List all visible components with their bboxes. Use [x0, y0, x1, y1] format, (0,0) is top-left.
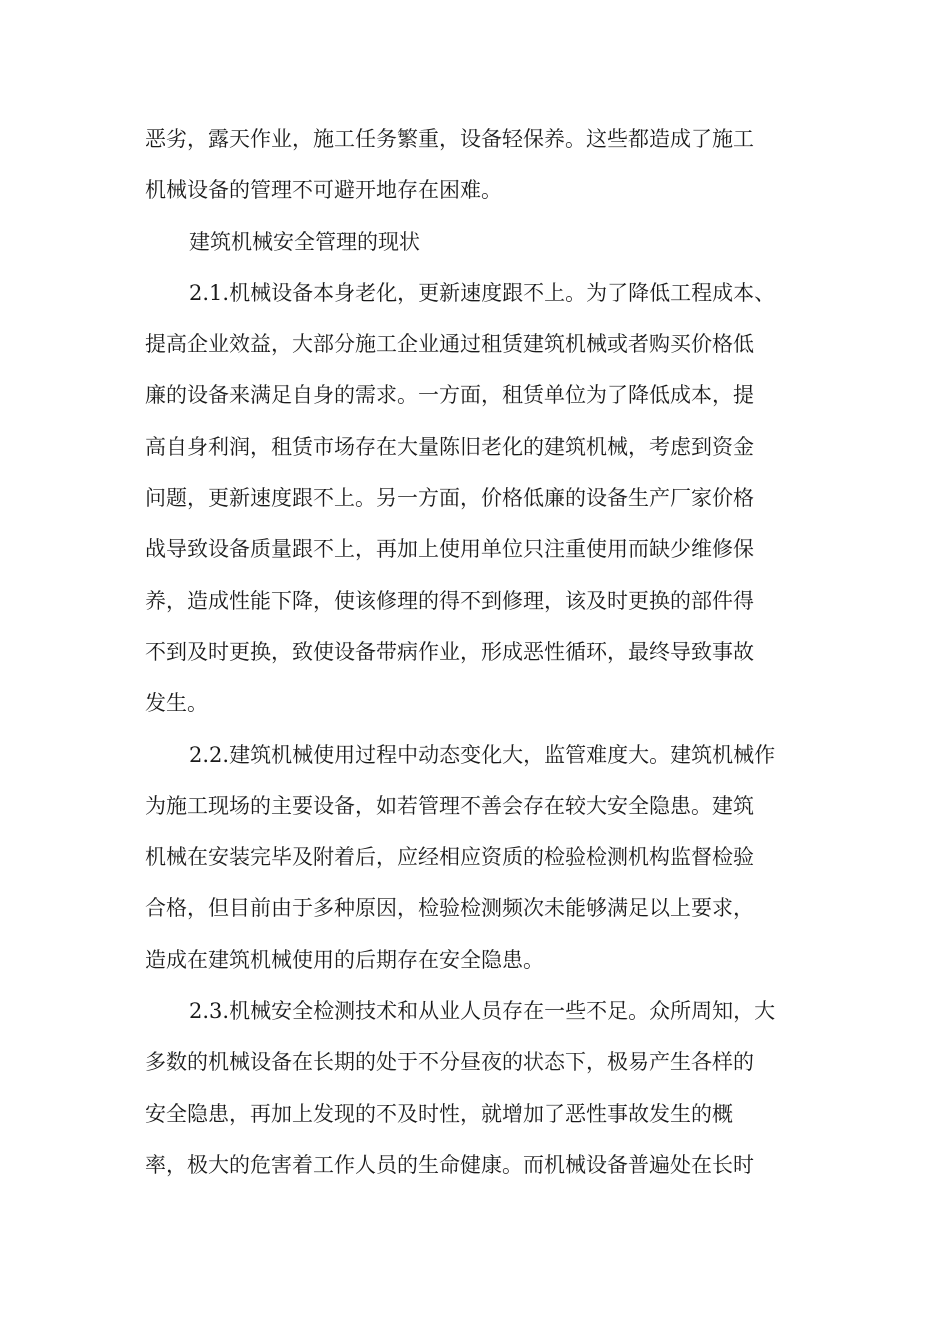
text-line: 高自身利润，租赁市场存在大量陈旧老化的建筑机械，考虑到资金: [145, 434, 754, 459]
text-line: 不到及时更换，致使设备带病作业，形成恶性循环，最终导致事故: [145, 639, 754, 664]
text-line: 问题，更新速度跟不上。另一方面，价格低廉的设备生产厂家价格: [145, 486, 754, 511]
text-line: 廉的设备来满足自身的需求。一方面，租赁单位为了降低成本，提: [145, 383, 754, 408]
text-line: 2.1.机械设备本身老化，更新速度跟不上。为了降低工程成本、: [189, 280, 776, 305]
text-line: 安全隐患，再加上发现的不及时性，就增加了恶性事故发生的概: [145, 1101, 733, 1126]
text-line: 2.2.建筑机械使用过程中动态变化大，监管难度大。建筑机械作: [189, 742, 776, 767]
text-line: 多数的机械设备在长期的处于不分昼夜的状态下，极易产生各样的: [145, 1050, 754, 1075]
text-line: 造成在建筑机械使用的后期存在安全隐患。: [145, 947, 544, 972]
text-line: 机械在安装完毕及附着后，应经相应资质的检验检测机构监督检验: [145, 845, 754, 870]
text-line: 率，极大的危害着工作人员的生命健康。而机械设备普遍处在长时: [145, 1152, 754, 1177]
text-line: 恶劣，露天作业，施工任务繁重，设备轻保养。这些都造成了施工: [145, 127, 754, 151]
body-text: [145, 114, 810, 1191]
text-line: 养，造成性能下降，使该修理的得不到修理，该及时更换的部件得: [145, 588, 754, 613]
text-line: 发生。: [145, 691, 208, 716]
text-line: 为施工现场的主要设备，如若管理不善会存在较大安全隐患。建筑: [145, 793, 754, 818]
text-line: 机械设备的管理不可避开地存在困难。: [145, 178, 502, 203]
text-line: 合格，但目前由于多种原因，检验检测频次未能够满足以上要求，: [145, 896, 754, 921]
text-line: 2.3.机械安全检测技术和从业人员存在一些不足。众所周知，大: [189, 999, 776, 1024]
section-heading: 建筑机械安全管理的现状: [189, 229, 420, 254]
text-line: 战导致设备质量跟不上，再加上使用单位只注重使用而缺少维修保: [145, 537, 754, 562]
text-line: 提高企业效益，大部分施工企业通过租赁建筑机械或者购买价格低: [145, 332, 754, 357]
